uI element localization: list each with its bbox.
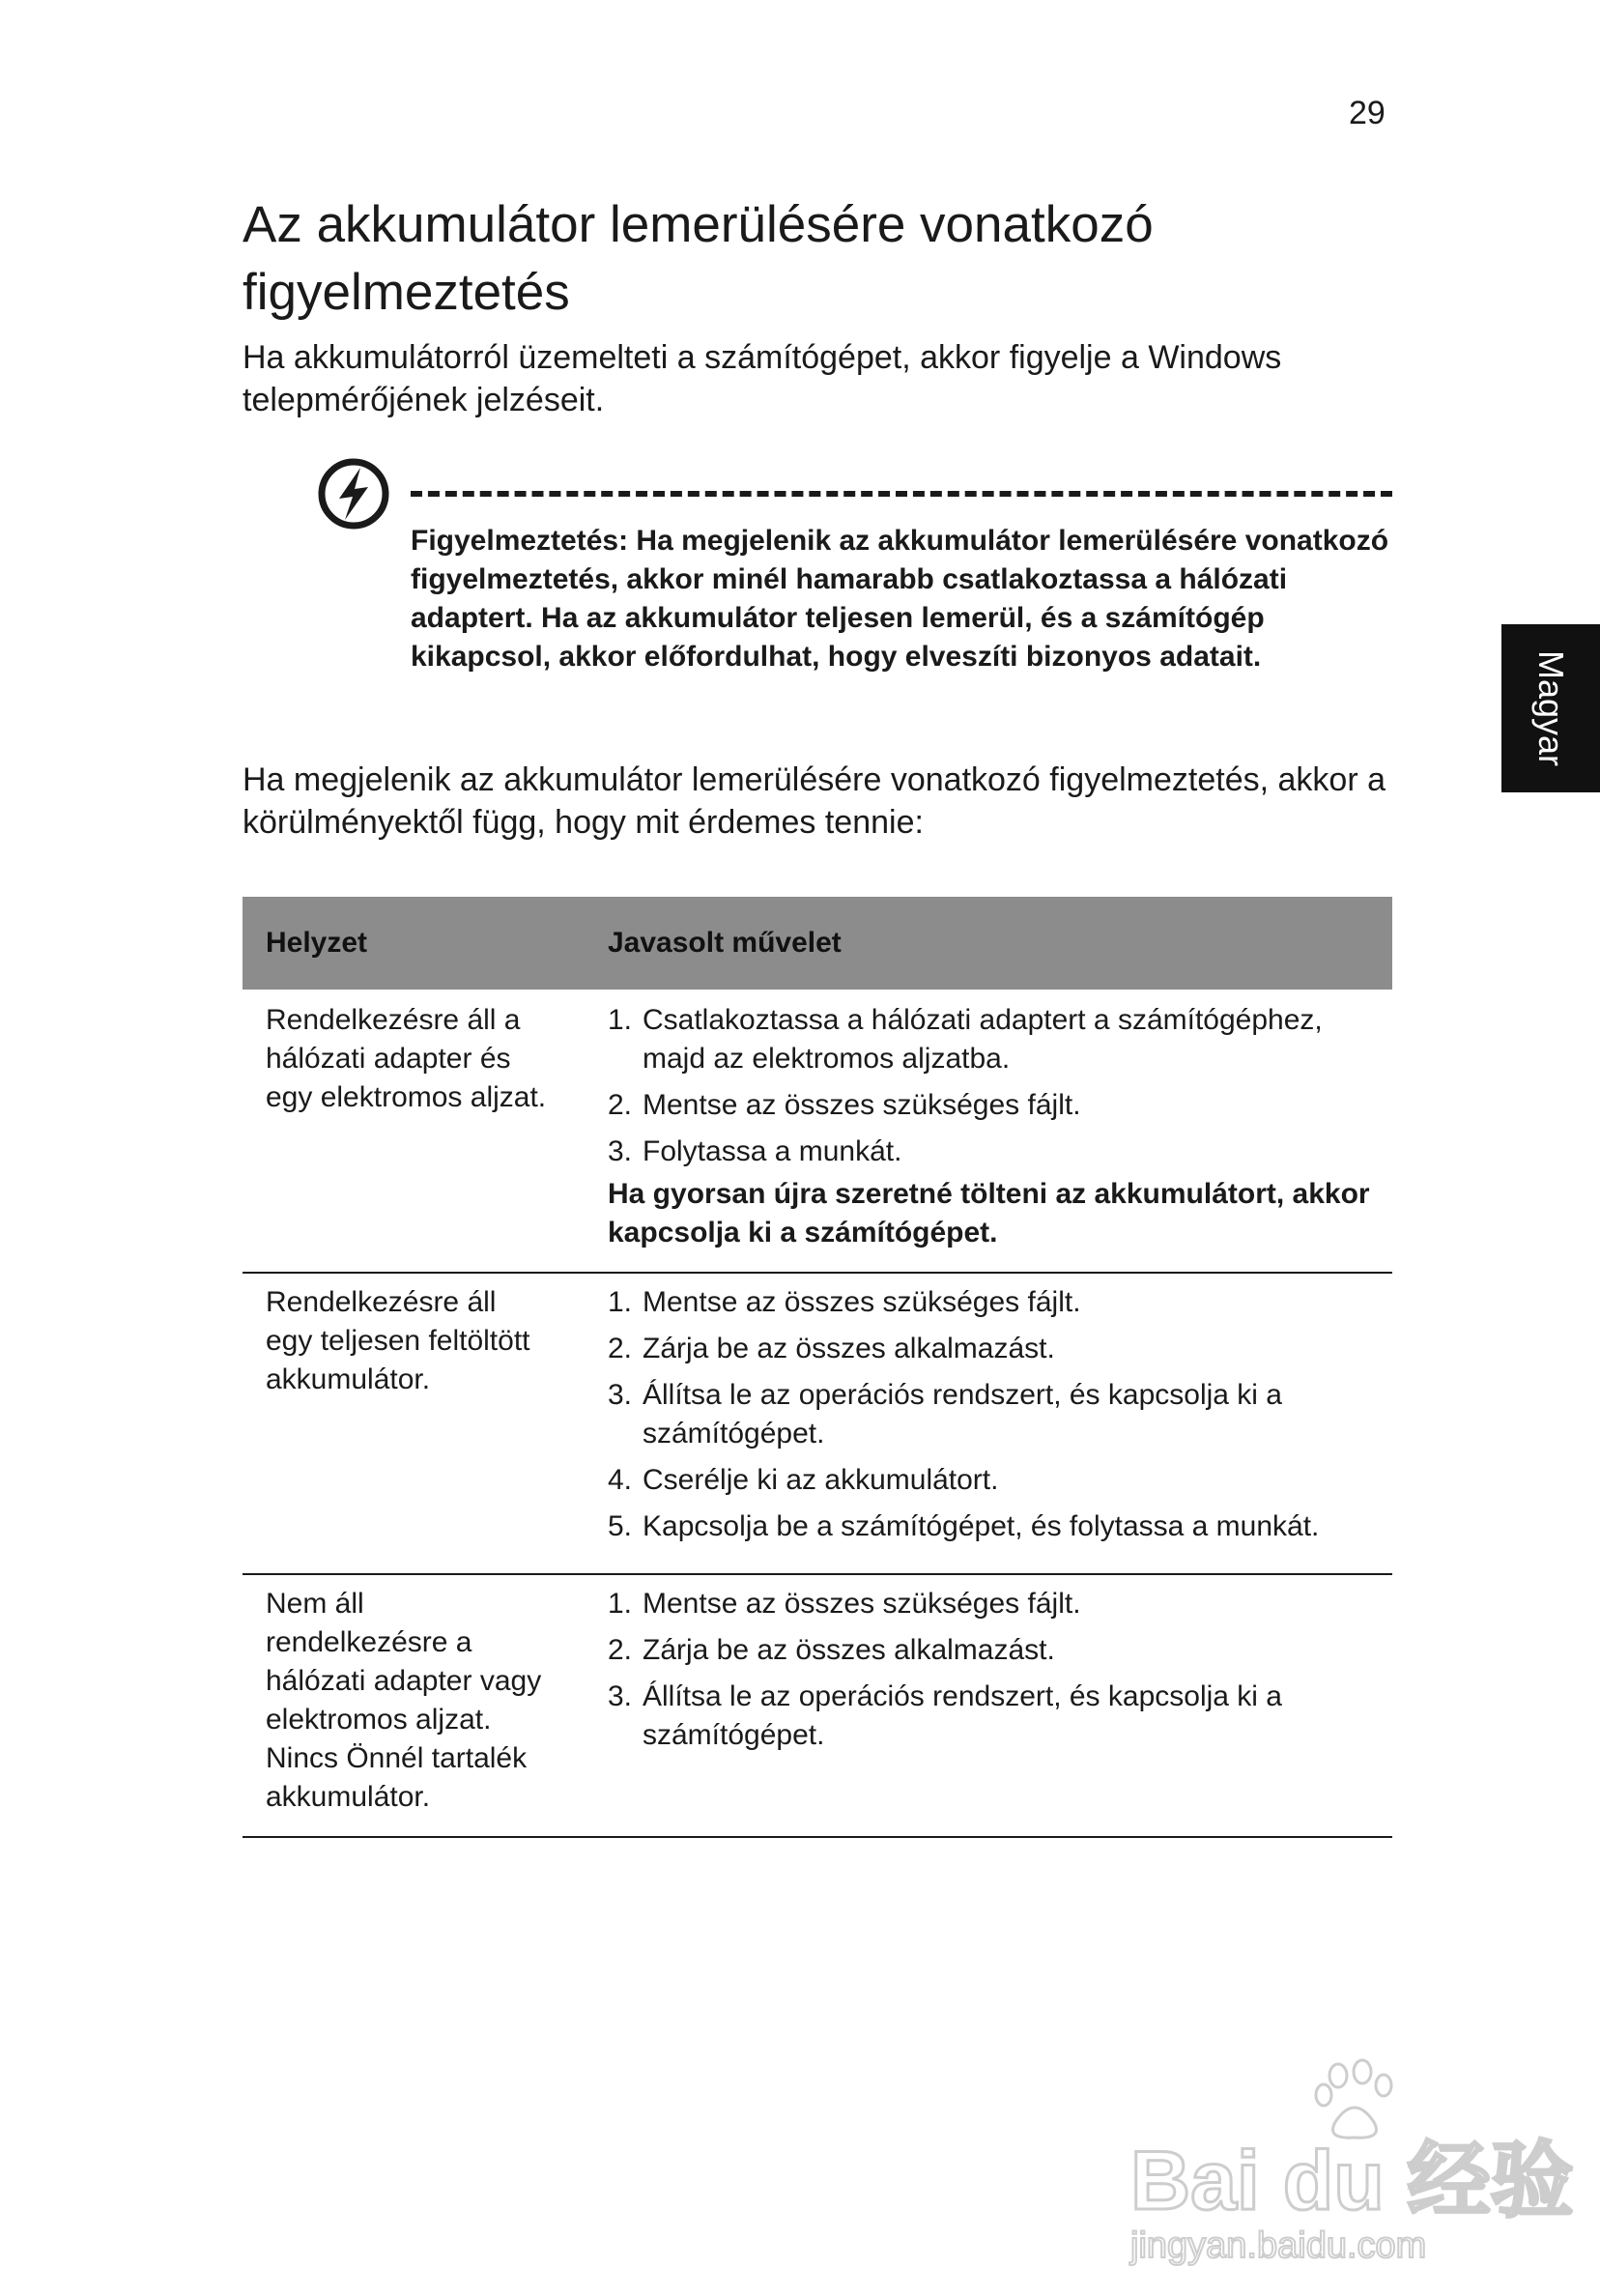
step-text: Zárja be az összes alkalmazást. <box>643 1634 1055 1666</box>
step-text: Folytassa a munkát. <box>643 1135 902 1167</box>
situation-cell <box>243 1574 588 1837</box>
step-item <box>608 1283 1381 1322</box>
steps-cell <box>588 1273 1392 1574</box>
step-number: 1. <box>608 1588 633 1620</box>
step-number: 3. <box>608 1379 633 1411</box>
steps-cell <box>588 990 1392 1273</box>
baidu-watermark-logo <box>1130 2054 1574 2267</box>
watermark-logo-text: Bai du 经验 <box>1130 2135 1574 2227</box>
step-text: Mentse az összes szükséges fájlt. <box>643 1089 1081 1121</box>
lead-paragraph: Ha megjelenik az akkumulátor lemerülésére vonatkozó figyelmeztetés, akkor a körülményektől függ, hogy mit érdemes tennie: <box>243 761 1386 841</box>
situation-text: Nem áll rendelkezésre a hálózati adapter vagy elektromos aljzat. Nincs Önnél tartalék akkumulátor. <box>266 1588 542 1813</box>
language-tab <box>1501 624 1600 792</box>
step-number: 4. <box>608 1464 633 1496</box>
situation-text: Rendelkezésre áll egy teljesen feltöltött akkumulátor. <box>266 1286 530 1395</box>
steps-list <box>608 1001 1381 1171</box>
step-note: Ha gyorsan újra szeretné tölteni az akkumulátort, akkor kapcsolja ki a számítógépet. <box>608 1178 1370 1248</box>
step-number: 3. <box>608 1680 633 1712</box>
step-number: 2. <box>608 1634 633 1666</box>
step-item <box>608 1461 1381 1500</box>
step-text: Mentse az összes szükséges fájlt. <box>643 1588 1081 1620</box>
step-item <box>608 1585 1381 1623</box>
header-situation: Helyzet <box>243 897 588 990</box>
step-number: 3. <box>608 1135 633 1167</box>
step-text: Cserélje ki az akkumulátort. <box>643 1464 999 1496</box>
steps-list <box>608 1283 1381 1546</box>
step-text: Csatlakoztassa a hálózati adaptert a számítógéphez, majd az elektromos aljzatba. <box>643 1004 1323 1075</box>
step-text: Kapcsolja be a számítógépet, és folytassa a munkát. <box>643 1510 1320 1542</box>
situation-cell <box>243 1273 588 1574</box>
warning-divider <box>411 491 1392 497</box>
step-item <box>608 1086 1381 1125</box>
steps-cell <box>588 1574 1392 1837</box>
step-text: Állítsa le az operációs rendszert, és kapcsolja ki a számítógépet. <box>643 1379 1282 1449</box>
watermark-url: jingyan.baidu.com <box>1130 2225 1427 2266</box>
step-item <box>608 1330 1381 1368</box>
step-text: Állítsa le az operációs rendszert, és kapcsolja ki a számítógépet. <box>643 1680 1282 1751</box>
step-text: Mentse az összes szükséges fájlt. <box>643 1286 1081 1318</box>
step-item <box>608 1631 1381 1670</box>
step-number: 1. <box>608 1286 633 1318</box>
step-item <box>608 1133 1381 1171</box>
battery-action-table <box>243 897 1392 1838</box>
situation-text: Rendelkezésre áll a hálózati adapter és egy elektromos aljzat. <box>266 1004 547 1113</box>
step-item <box>608 1001 1381 1078</box>
step-number: 1. <box>608 1004 633 1036</box>
page-number: 29 <box>1349 95 1386 131</box>
page-title: Az akkumulátor lemerülésére vonatkozó figyelmeztetés <box>243 196 1154 321</box>
table-header-row <box>243 897 1392 990</box>
lightning-warning-icon <box>316 456 391 531</box>
step-text: Zárja be az összes alkalmazást. <box>643 1333 1055 1364</box>
table-row <box>243 1574 1392 1837</box>
step-item <box>608 1678 1381 1755</box>
step-item <box>608 1507 1381 1546</box>
language-tab-label: Magyar <box>1531 649 1571 767</box>
step-item <box>608 1376 1381 1453</box>
step-number: 5. <box>608 1510 633 1542</box>
warning-text: Figyelmeztetés: Ha megjelenik az akkumulátor lemerülésére vonatkozó figyelmeztetés, akkor minél hamarabb csatlakoztassa a hálózati adaptert. Ha az akkumulátor teljesen lemerül, és a számítógép kikapcsol, akkor előfordulhat, hogy elveszíti bizonyos adatait. <box>411 525 1389 673</box>
intro-paragraph: Ha akkumulátorról üzemelteti a számítógépet, akkor figyelje a Windows telepmérőjének jelzéseit. <box>243 339 1282 418</box>
step-number: 2. <box>608 1333 633 1364</box>
steps-list <box>608 1585 1381 1755</box>
header-action: Javasolt művelet <box>588 897 1392 990</box>
step-number: 2. <box>608 1089 633 1121</box>
situation-cell <box>243 990 588 1273</box>
table-row <box>243 1273 1392 1574</box>
table-row <box>243 990 1392 1273</box>
